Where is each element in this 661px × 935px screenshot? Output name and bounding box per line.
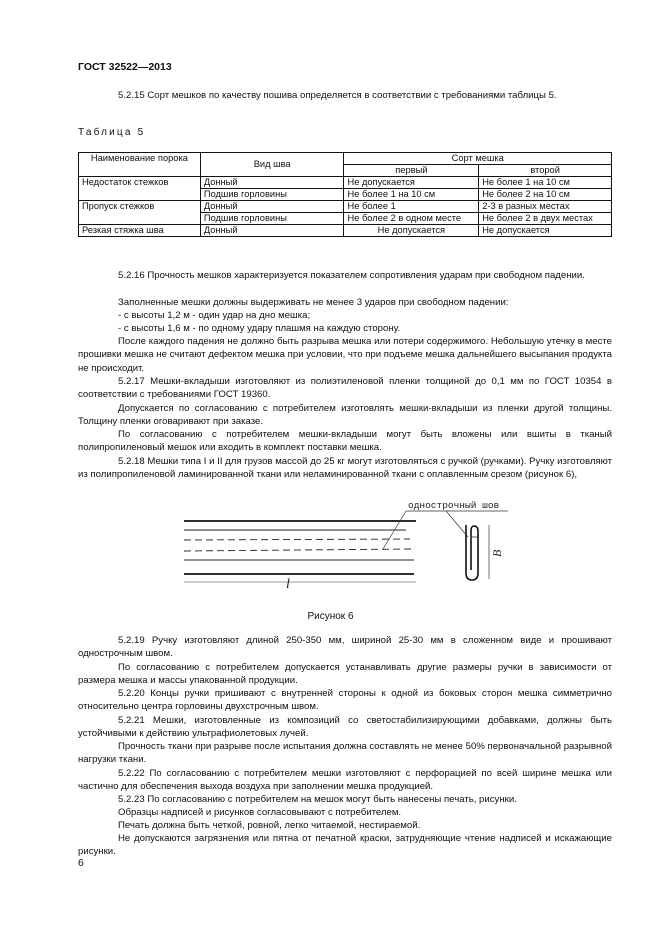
table-5 — [78, 152, 612, 237]
paragraph: Образцы надписей и рисунков согласовывают с потребителем. — [118, 807, 402, 818]
document-header: ГОСТ 32522—2013 — [78, 61, 172, 73]
cell-second: Не более 2 в двух местах — [479, 213, 612, 225]
handle-cross-section — [466, 525, 478, 580]
page-number: 6 — [78, 857, 84, 869]
cell-defect: Резкая стяжка шва — [79, 225, 201, 237]
table-header-row — [79, 153, 612, 165]
paragraph: Заполненные мешки должны выдерживать не менее 3 ударов при свободном падении: — [118, 297, 509, 308]
figure-6-handle-drawing — [178, 495, 528, 610]
table-row — [79, 189, 612, 201]
dimension-l-label: l — [286, 577, 290, 592]
cell-defect — [79, 213, 201, 225]
leader-line — [446, 511, 468, 537]
cell-seam: Донный — [200, 225, 344, 237]
cell-first: Не более 1 на 10 см — [344, 189, 479, 201]
paragraph: Печать должна быть четкой, ровной, легко читаемой, нестираемой. — [118, 820, 421, 831]
paragraph: Допускается по согласованию с потребителем изготовлять мешки-вкладыши из пленки другой толщины. Толщину пленки оговаривают при заказе. — [78, 403, 612, 428]
cell-first: Не более 1 — [344, 201, 479, 213]
table-row — [79, 201, 612, 213]
seam-line — [184, 539, 410, 540]
paragraph: По согласованию с потребителем допускается устанавливать другие размеры ручки в зависимости от размера мешка и массы упакованной продукции. — [78, 662, 612, 687]
cell-defect: Пропуск стежков — [79, 201, 201, 213]
figure-caption: Рисунок 6 — [307, 611, 354, 622]
cell-second: Не допускается — [479, 225, 612, 237]
paragraph: После каждого падения не должно быть разрыва мешка или потери содержимого. Небольшую утечку в месте прошивки мешка не считают дефектом мешка при условии, что при подъеме мешка дальнейшего высыпания продукта не происходит. — [78, 336, 612, 374]
table-row — [79, 225, 612, 237]
cell-second: Не более 2 на 10 см — [479, 189, 612, 201]
cell-seam: Донный — [200, 177, 344, 189]
header-second: второй — [479, 165, 612, 177]
paragraph-5-2-22: 5.2.22 По согласованию с потребителем мешки изготовляют с перфорацией по всей ширине мешка или частично для обеспечения выхода воздуха при заполнении мешка продукцией. — [78, 768, 612, 793]
paragraph-5-2-21: 5.2.21 Мешки, изготовленные из композиций со светостабилизирующими добавками, должны быть устойчивыми к действию ультрафиолетовых лучей. — [78, 715, 612, 740]
header-first: первый — [344, 165, 479, 177]
header-seam-type: Вид шва — [200, 153, 344, 177]
table-caption: Таблица 5 — [78, 127, 146, 138]
cell-defect: Недостаток стежков — [79, 177, 201, 189]
paragraph: Не допускаются загрязнения или пятна от печатной краски, затрудняющие чтение надписей и искажающие рисунки. — [78, 833, 612, 858]
list-item: - с высоты 1,2 м - один удар на дно мешка; — [118, 310, 311, 321]
table-row — [79, 177, 612, 189]
cell-first: Не допускается — [344, 225, 479, 237]
paragraph-5-2-16: 5.2.16 Прочность мешков характеризуется показателем сопротивления ударам при свободном падении. — [118, 270, 585, 281]
header-grade: Сорт мешка — [344, 153, 612, 165]
cell-defect — [79, 189, 201, 201]
seam-line — [184, 549, 412, 551]
cell-seam: Подшив горловины — [200, 213, 344, 225]
paragraph-5-2-18: 5.2.18 Мешки типа I и II для грузов массой до 25 кг могут изготовляться с ручкой (ручками). Ручку изготовляют из полипропиленовой ламинированной ткани или неламинированной ткани с оплавленным срезом (рисунок 6), — [78, 456, 612, 481]
cell-first: Не более 2 в одном месте — [344, 213, 479, 225]
cell-second: 2-3 в разных местах — [479, 201, 612, 213]
cell-seam: Подшив горловины — [200, 189, 344, 201]
header-defect: Наименование порока — [79, 153, 201, 177]
seam-label: однострочный шов — [408, 500, 500, 511]
paragraph-5-2-19: 5.2.19 Ручку изготовляют длиной 250-350 мм, шириной 25-30 мм в сложенном виде и прошивают однострочным швом. — [78, 635, 612, 660]
dimension-b-label: B — [490, 549, 504, 557]
paragraph-5-2-17: 5.2.17 Мешки-вкладыши изготовляют из полиэтиленовой пленки толщиной до 0,1 мм по ГОСТ 10354 в соответствии с требованиями ГОСТ 19360. — [78, 376, 612, 401]
paragraph-5-2-20: 5.2.20 Концы ручки пришивают с внутренней стороны к одной из боковых сторон мешка симметрично относительно центра горловины двухстрочным швом. — [78, 688, 612, 713]
paragraph: Прочность ткани при разрыве после испытания должна составлять не менее 50% первоначальной разрывной нагрузки ткани. — [78, 741, 612, 766]
paragraph: По согласованию с потребителем мешки-вкладыши могут быть вложены или вшиты в тканый полипропиленовый мешок или входить в комплект поставки мешка. — [78, 429, 612, 454]
cell-first: Не допускается — [344, 177, 479, 189]
list-item: - с высоты 1,6 м - по одному удару плашмя на каждую сторону. — [118, 323, 401, 334]
table-row — [79, 213, 612, 225]
paragraph-5-2-23: 5.2.23 По согласованию с потребителем на мешок могут быть нанесены печать, рисунки. — [118, 794, 517, 805]
cell-second: Не более 1 на 10 см — [479, 177, 612, 189]
cell-seam: Донный — [200, 201, 344, 213]
paragraph-5-2-15: 5.2.15 Сорт мешков по качеству пошива определяется в соответствии с требованиями таблицы 5. — [118, 90, 557, 101]
